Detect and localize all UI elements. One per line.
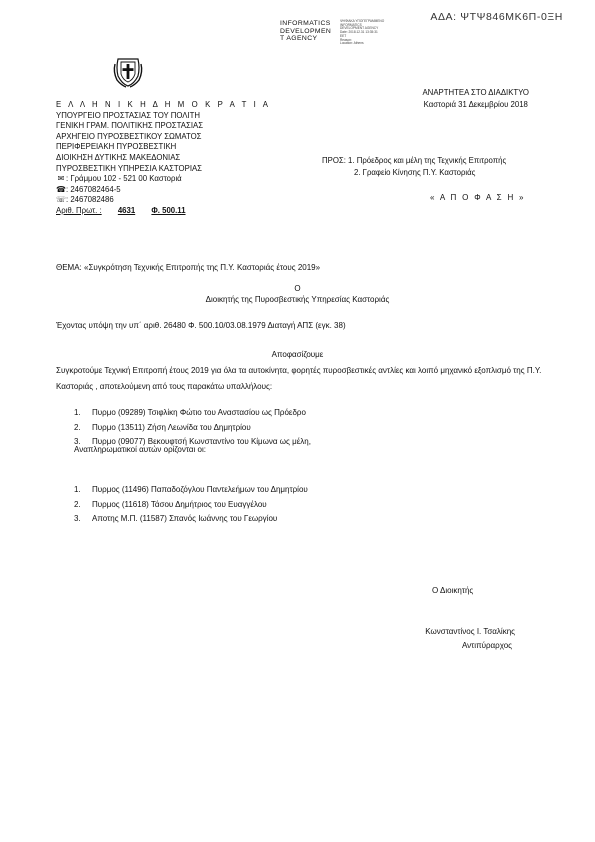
fax-icon: ☏ (56, 195, 67, 205)
list-text: Πυρμος (11618) Τάσου Δημήτριος του Ευαγγέλου (92, 499, 267, 509)
decision-paragraph: Συγκροτούμε Τεχνική Επιτροπή έτους 2019 για όλα τα αυτοκίνητα, φορητές πυροσβεστικές αντλίες και λοιπό μηχανικό εξοπλισμό της Π.Υ. Καστοριάς , αποτελούμενη από τους παρακάτω υπαλλήλους: (56, 366, 542, 391)
alternates-list (74, 486, 308, 530)
signatory-rank: Αντιπύραρχος (461, 641, 512, 650)
recipient-2: 2. Γραφείο Κίνησης Π.Υ. Καστοριάς (354, 168, 476, 178)
legal-basis: Έχοντας υπόψη την υπ΄ αριθ. 26480 Φ. 500.10/03.08.1979 Διαταγή ΑΠΣ (εγκ. 38) (56, 321, 346, 330)
director-of-line: Διοικητής της Πυροσβεστικής Υπηρεσίας Καστοριάς (205, 295, 390, 304)
authority-line: ΠΕΡΙΦΕΡΕΙΑΚΗ ΠΥΡΟΣΒΕΣΤΙΚΗ (56, 142, 177, 152)
decision-title: « Α Π Ο Φ Α Σ Η » (430, 193, 526, 202)
list-item (74, 409, 311, 424)
recipient-1: ΠΡΟΣ: 1. Πρόεδρος και μέλη της Τεχνικής Επιτροπής (322, 156, 507, 165)
list-number: 3. (74, 514, 81, 523)
fax-text: : 2467082486 (66, 195, 114, 205)
authority-line: ΠΥΡΟΣΒΕΣΤΙΚΗ ΥΠΗΡΕΣΙΑ ΚΑΣΤΟΡΙΑΣ (56, 163, 203, 173)
address-text: : Γράμμου 102 - 521 00 Καστοριά (66, 174, 182, 184)
list-item (74, 486, 308, 501)
authority-line: ΓΕΝΙΚΗ ΓΡΑΜ. ΠΟΛΙΤΙΚΗΣ ΠΡΟΣΤΑΣΙΑΣ (56, 121, 204, 131)
reference-file: Φ. 500.11 (151, 205, 186, 215)
list-text: Πυρμος (11496) Παπαδοζόγλου Παντελεήμων του Δημητρίου (92, 485, 308, 494)
logo-line: DEVELOPMEN (280, 27, 332, 35)
list-number: 1. (74, 485, 81, 494)
reference-label: Αριθ. Πρωτ. : (56, 205, 102, 215)
authority-line: ΔΙΟΙΚΗΣΗ ΔΥΤΙΚΗΣ ΜΑΚΕΔΟΝΙΑΣ (56, 152, 181, 162)
signature-detail-line: Location: Athens (340, 41, 364, 46)
recipients (322, 155, 506, 179)
signature-detail-line: DEVELOPMENT AGENCY (340, 26, 379, 31)
envelope-icon: ✉ (57, 174, 65, 184)
o-line: Ο (294, 284, 301, 293)
list-item (74, 515, 308, 530)
signatory-name: Κωνσταντίνος Ι. Τσαλίκης (425, 627, 515, 636)
phone-icon: ☎ (56, 184, 66, 194)
decide-heading: Αποφασίζουμε (271, 350, 324, 359)
list-text: Αποτης Μ.Π. (11587) Σπανός Ιωάννης του Γεωργίου (92, 514, 278, 523)
publish-notice: ΑΝΑΡΤΗΤΕΑ ΣΤΟ ΔΙΑΔΙΚΤΥΟ (422, 88, 529, 97)
republic-title: Ε Λ Λ Η Ν Ι Κ Η Δ Η Μ Ο Κ Ρ Α Τ Ι Α (56, 100, 271, 109)
digital-signature-details (340, 20, 384, 46)
digital-signature-logo (280, 20, 331, 43)
authority-line: ΥΠΟΥΡΓΕΙΟ ΠΡΟΣΤΑΣΙΑΣ ΤΟΥ ΠΟΛΙΤΗ (56, 110, 201, 120)
signature-detail-line: ΨΗΦΙΑΚΑ ΥΠΟΓΕΓΡΑΜΜΕΝΟ (340, 19, 385, 23)
list-text: Πυρμο (09289) Τσιφλίκη Φώτιο του Αναστασίου ως Πρόεδρο (92, 408, 306, 417)
alternates-title: Αναπληρωματικοί αυτών ορίζονται οι: (74, 445, 206, 454)
signature-detail-line: INFORMATICS (340, 22, 362, 27)
ada-code: ΑΔΑ: ΨΤΨ846ΜΚ6Π-0ΞΗ (430, 11, 563, 23)
logo-line: INFORMATICS (280, 20, 331, 27)
list-number: 3. (74, 437, 81, 446)
list-number: 1. (74, 408, 81, 417)
authority-line: ΑΡΧΗΓΕΙΟ ΠΥΡΟΣΒΕΣΤΙΚΟΥ ΣΩΜΑΤΟΣ (56, 131, 202, 141)
reference-number: 4631 (117, 205, 136, 215)
logo-line: T AGENCY (280, 35, 318, 43)
publication-info (422, 87, 529, 111)
phone-text: : 2467082464-5 (66, 184, 121, 194)
list-item (74, 424, 311, 439)
list-text: Πυρμο (09077) Βεκουφτσή Κωνσταντίνο του Κίμωνα ως μέλη, (92, 437, 311, 446)
list-text: Πυρμο (13511) Ζήση Λεωνίδα του Δημητρίου (92, 422, 251, 432)
signature-detail-line: Reason: (340, 37, 352, 42)
phone-line (56, 185, 271, 196)
issuing-authority (56, 100, 271, 217)
signature-detail-line: Date: 2018.12.31 13:35:31 (340, 30, 378, 35)
document-date: Καστοριά 31 Δεκεμβρίου 2018 (423, 100, 528, 109)
document-subject: ΘΕΜΑ: «Συγκρότηση Τεχνικής Επιτροπής της Π.Υ. Καστοριάς έτους 2019» (56, 263, 321, 272)
reference-line (56, 206, 271, 217)
signature-detail-line: EET (340, 33, 347, 38)
list-item (74, 501, 308, 516)
fax-line (56, 195, 271, 206)
address-line (56, 174, 271, 185)
list-number: 2. (74, 499, 81, 509)
signatory-role: Ο Διοικητής (432, 586, 474, 595)
list-number: 2. (74, 422, 81, 432)
greek-emblem-icon (112, 54, 144, 88)
